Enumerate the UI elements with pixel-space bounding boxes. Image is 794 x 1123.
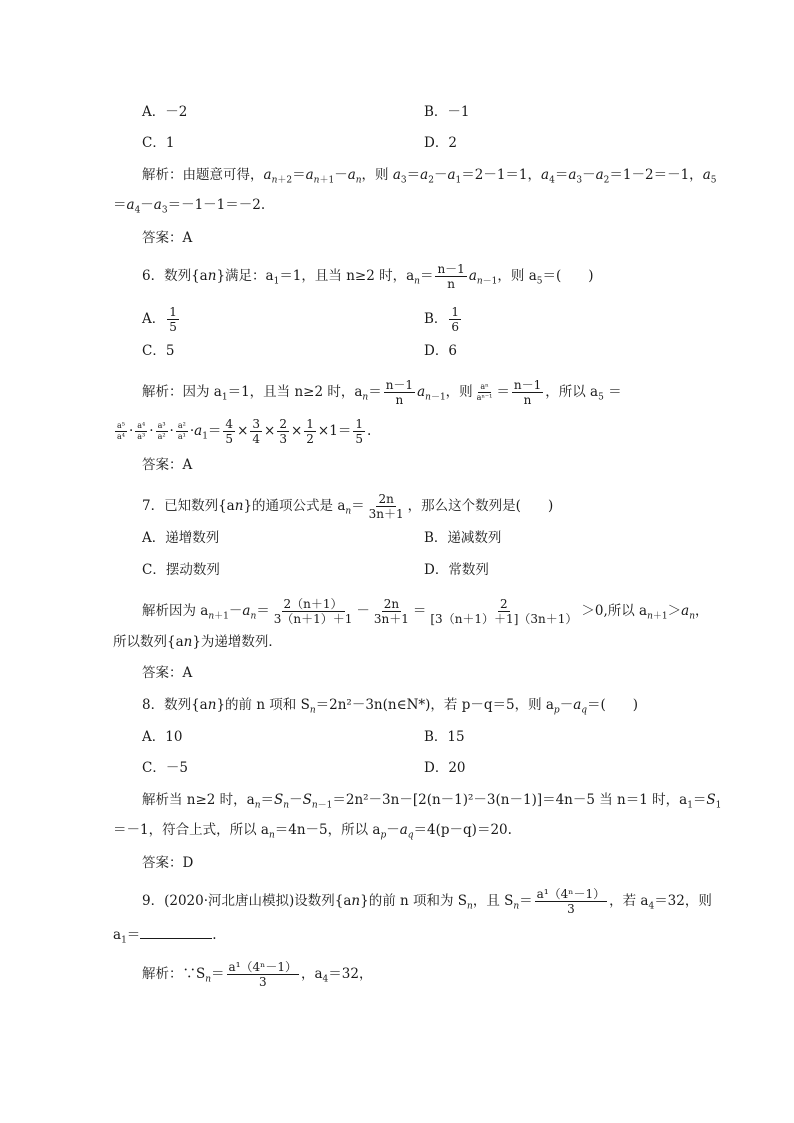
- q8-solution-line2: ＝－1，符合上式，所以 $a_n=4n-5$，所以 $a_p-a_q=4(p-q)=20$.: [113, 822, 512, 841]
- q5-option-c: C．1: [142, 135, 175, 151]
- q5-solution-line1: 解析：由题意可得，$a_{n+2}=a_{n+1}-a_n$，则 $a_3=a_2-a_1=2-1=1$，$a_4=a_3-a_2=1-2=-1$，$a_5$: [142, 167, 717, 186]
- q8-stem: 8．数列{an}的前 n 项和 $S_n=2n^2-3n(n\in N*)$，若 p－q＝5，则 $a_p-a_q=$( ): [142, 697, 639, 716]
- q6-answer: 答案：A: [142, 457, 193, 473]
- q6-option-b: B． $\frac{1}{6}$: [424, 305, 460, 334]
- q9-stem-line2: $a_1=$ .: [113, 924, 217, 951]
- q8-option-d: D．20: [424, 760, 466, 776]
- q6-solution-line1: 解析：因为 $a_1=1$，且当 n≥2 时，$a_n=$ $\frac{n-1}{n}$ $a_{n-1}$，则 $\frac{\text{aⁿ}}{\text{aⁿ⁻¹}}$ ＝ $\frac{n-1}{n}$ ，所以 $a_5$ ＝: [142, 378, 622, 407]
- q9-stem-fraction: $\frac{\text{a¹（4ⁿ－1）}}{3}$: [536, 887, 606, 916]
- q7-stem: 7．已知数列{an}的通项公式是 $a_n=$ $\frac{2n}{3n+1}$ ，那么这个数列是( ): [142, 492, 554, 521]
- q7-answer: 答案：A: [142, 665, 193, 681]
- q8-answer: 答案：D: [142, 855, 194, 871]
- q7-stem-fraction: $\frac{2n}{3n+1}$: [368, 492, 404, 521]
- q8-option-a: A．10: [142, 729, 183, 745]
- q8-option-b: B．15: [424, 729, 465, 745]
- q5-solution-line2: $=a_4-a_3=-1-1=-2$.: [113, 197, 266, 216]
- q7-option-c: C．摆动数列: [142, 562, 220, 578]
- q5-option-a: A．－2: [142, 104, 188, 120]
- q6-option-d: D．6: [424, 343, 457, 359]
- q7-solution-line2: 所以数列{an}为递增数列．: [113, 634, 282, 650]
- q9-stem: 9．(2020·河北唐山模拟)设数列{an}的前 n 项和为 $S_n$，且 $S_n=$ $\frac{\text{a¹（4ⁿ－1）}}{3}$ ，若 $a_4=32$，则: [142, 887, 712, 916]
- q6-option-a: A． $\frac{1}{5}$: [142, 305, 177, 334]
- q6-stem: 6．数列{an}满足：$a_1=1$，且当 n≥2 时，$a_n=$ $\frac{n-1}{n}$ $a_{n-1}$，则 $a_5=$( ): [142, 262, 594, 291]
- q7-option-a: A．递增数列: [142, 530, 220, 546]
- q7-option-b: B．递减数列: [424, 530, 502, 546]
- q9-answer-blank[interactable]: [140, 924, 212, 939]
- q8-solution-line1: 解析当 n≥2 时，$a_n=S_n-S_{n-1}=2n^2-3n-[2(n-1)^2-3(n-1)]=4n-5$ 当 n＝1 时，$a_1=S_1$: [142, 792, 722, 811]
- q6-stem-fraction: $\frac{n-1}{n}$: [437, 262, 465, 291]
- q8-option-c: C．－5: [142, 760, 188, 776]
- q6-option-c: C．5: [142, 343, 175, 359]
- q9-solution-line1: 解析：$\because S_n=$ $\frac{\text{a¹（4ⁿ－1）}}{3}$ ，$a_4=32$，: [142, 960, 373, 989]
- q7-option-d: D．常数列: [424, 562, 489, 578]
- q5-answer: 答案：A: [142, 230, 193, 246]
- q5-option-b: B．－1: [424, 104, 470, 120]
- q7-solution-line1: 解析因为 $a_{n+1}-a_n=$ $\frac{2(n+1)}{3(n+1)+1}$ － $\frac{2n}{3n+1}$ ＝ $\frac{2}{[3(n+1)+1](3n+1)}$ ＞0,所以 $a_{n+1}>a_n$，: [142, 597, 709, 626]
- q6-solution-line2: $\frac{\text{a⁵}}{\text{a⁴}}$ · $\frac{\text{a⁴}}{\text{a³}}$ · $\frac{\text{a³}}{\text{a²}}$ · $\frac{\text{a²}}{\text{a¹}}$ $\cdot a_1=$ $\frac{4}{5}$ × $\frac{3}{4}$ × $\frac{2}{3}$ × $\frac{1}{2}$ ×1＝ $\frac{1}{5}$ .: [117, 417, 372, 446]
- q5-option-d: D．2: [424, 135, 457, 151]
